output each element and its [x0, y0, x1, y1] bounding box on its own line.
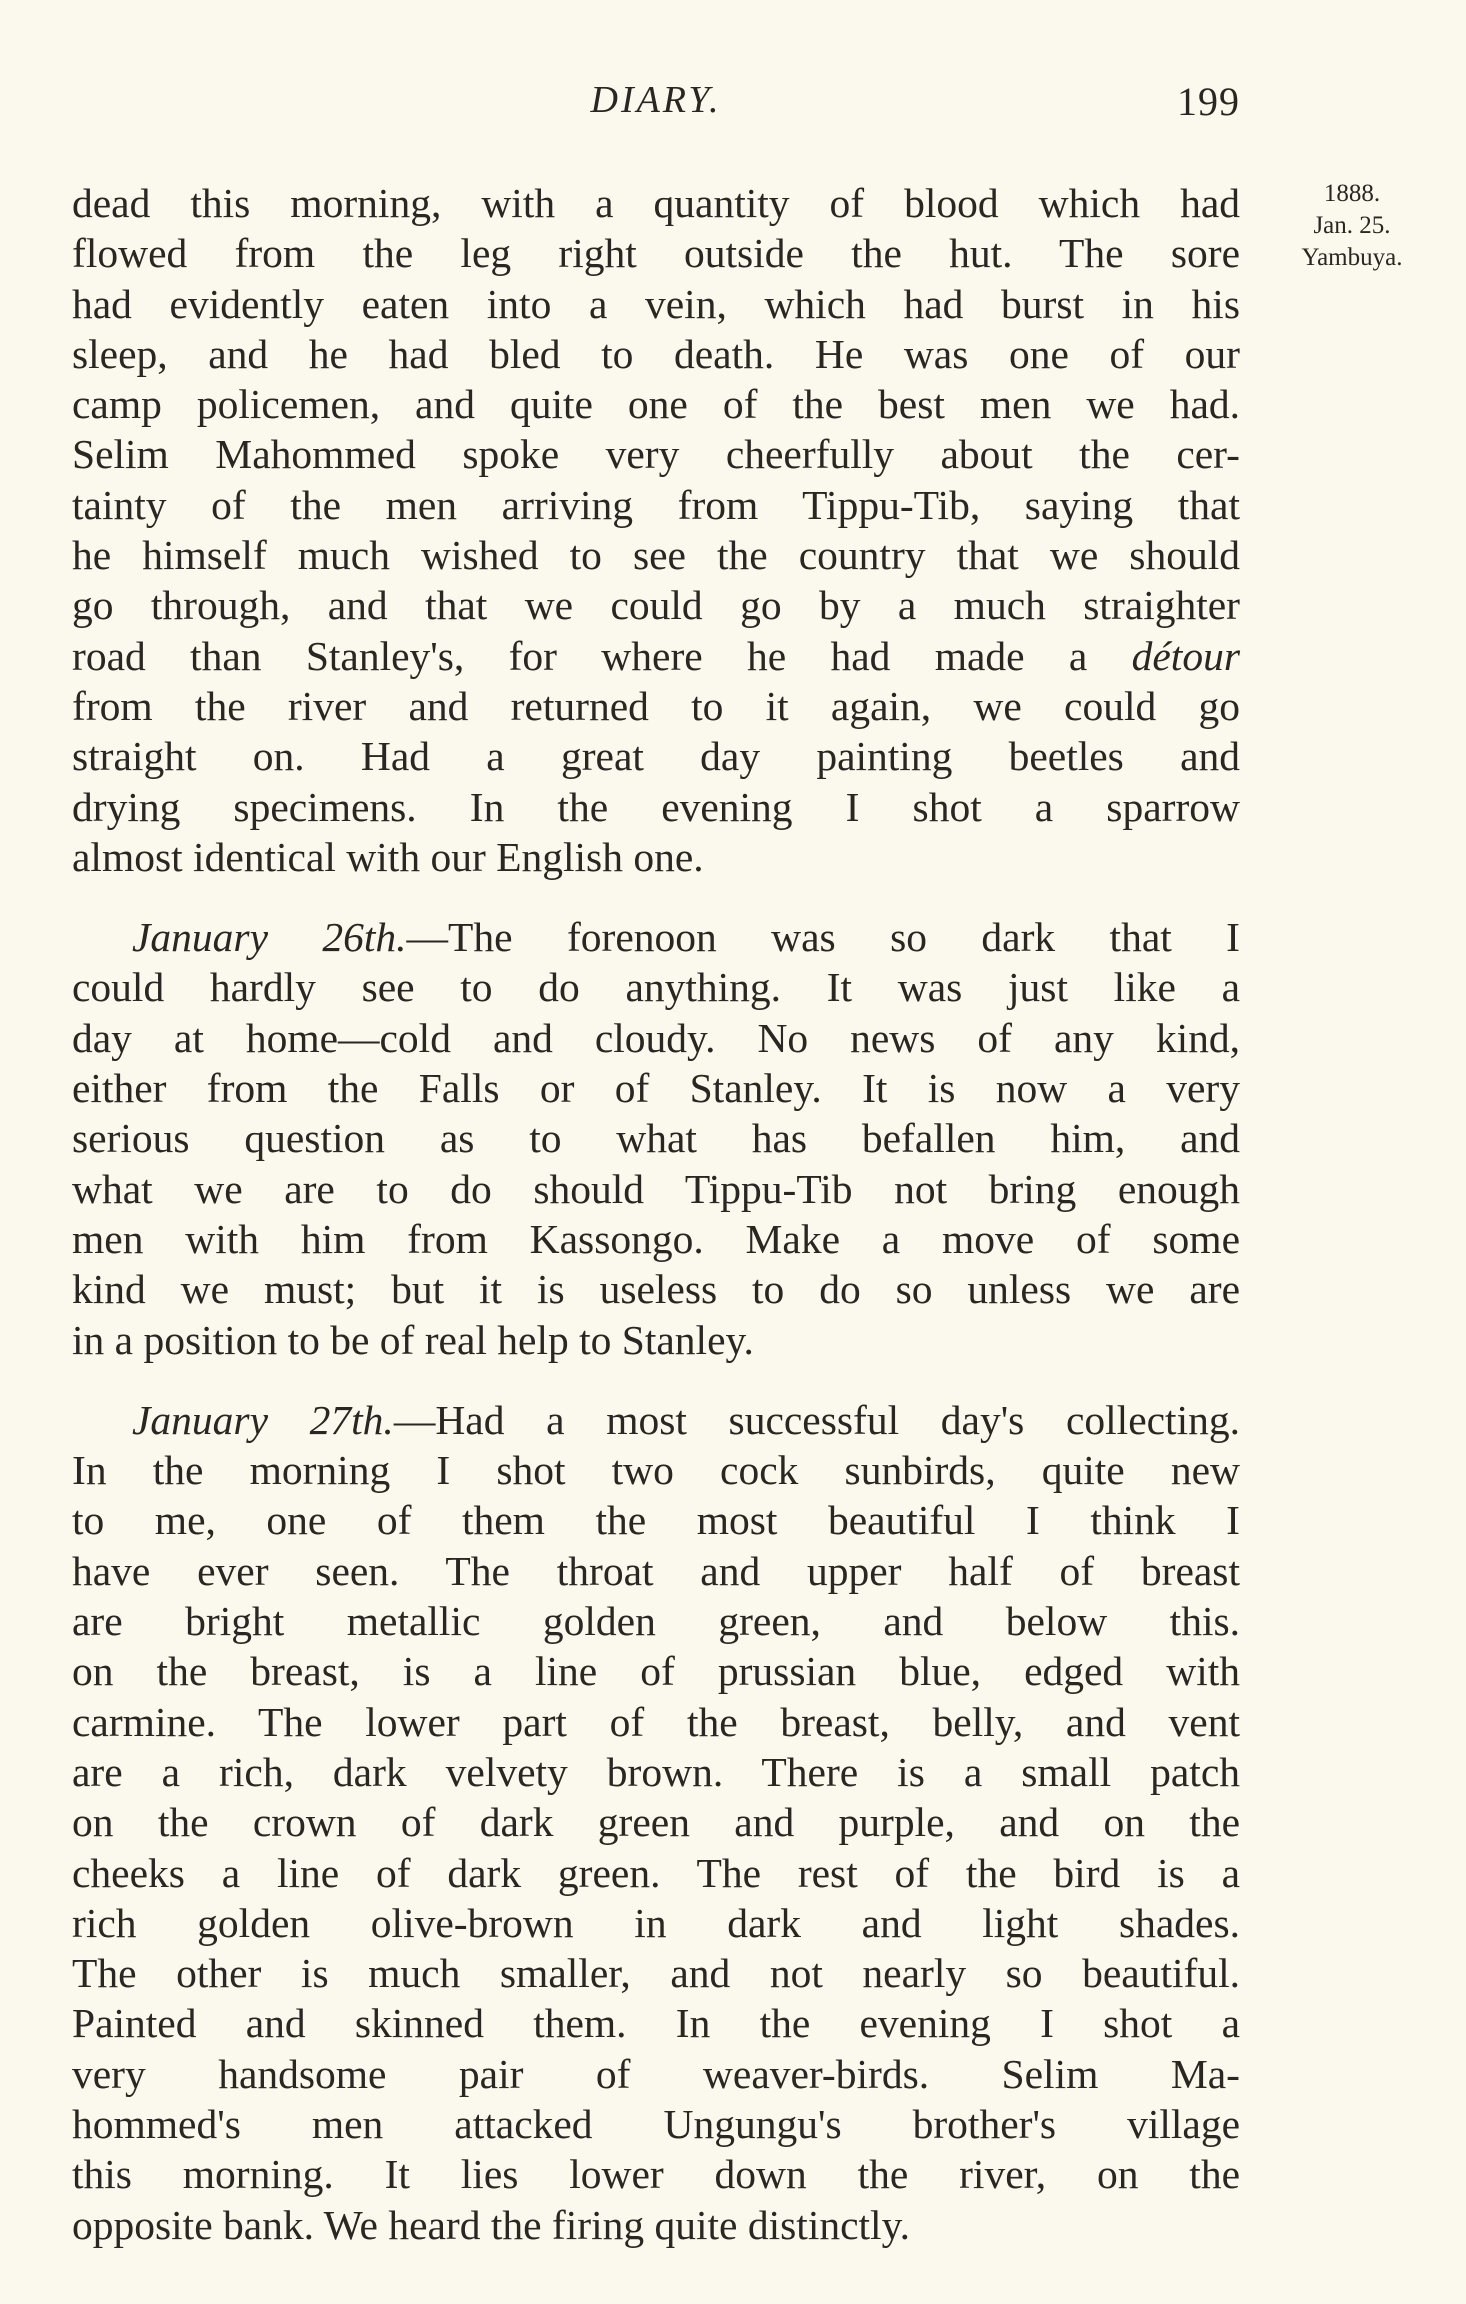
margin-note-year: 1888.: [1323, 180, 1381, 207]
text-line: from the river and returned to it again, we could go: [72, 682, 1240, 729]
text-line: day at home—cold and cloudy. No news of any kind,: [72, 1014, 1240, 1061]
text-line: straight on. Had a great day painting beetles and: [72, 733, 1240, 780]
text-line: what we are to do should Tippu-Tib not bring enough: [72, 1165, 1240, 1212]
paragraph-continuation: [72, 178, 1240, 882]
text-line: on the crown of dark green and purple, and on the: [72, 1799, 1240, 1846]
text-line: on the breast, is a line of prussian blue, edged with: [72, 1648, 1240, 1695]
text-line: flowed from the leg right outside the hut. The sore: [72, 230, 1240, 277]
text-line: men with him from Kassongo. Make a move of some: [72, 1215, 1240, 1262]
text-line: kind we must; but it is useless to do so unless we are: [72, 1266, 1240, 1313]
text-line: he himself much wished to see the country that we should: [72, 532, 1240, 579]
margin-note-date: Jan. 25.: [1313, 212, 1391, 239]
text-line: in a position to be of real help to Stanley.: [72, 1316, 754, 1363]
text-line: drying specimens. In the evening I shot a sparrow: [72, 783, 1240, 830]
text-line: very handsome pair of weaver-birds. Selim Ma-: [72, 2050, 1240, 2097]
margin-note: [1262, 178, 1442, 274]
text-line: hommed's men attacked Ungungu's brother's village: [72, 2100, 1240, 2147]
text-line: rich golden olive-brown in dark and light shades.: [72, 1899, 1240, 1946]
text-line: either from the Falls or of Stanley. It is now a very: [72, 1065, 1240, 1112]
text-line: have ever seen. The throat and upper half of breast: [72, 1547, 1240, 1594]
body-text: [72, 178, 1240, 2250]
text-line: dead this morning, with a quantity of blood which had: [72, 180, 1240, 226]
text-line: In the morning I shot two cock sunbirds, quite new: [72, 1447, 1240, 1494]
text-line: opposite bank. We heard the firing quite distinctly.: [72, 2201, 911, 2248]
text-line: to me, one of them the most beautiful I think I: [72, 1497, 1240, 1544]
text-line-with-italic: [72, 631, 1240, 681]
entry-date: January 27th.: [132, 1396, 394, 1443]
entry-first-line: [72, 1395, 1240, 1445]
text-line: almost identical with our English one.: [72, 833, 704, 880]
text-line: cheeks a line of dark green. The rest of the bird is a: [72, 1849, 1240, 1896]
text-fragment: —The forenoon was so dark that I: [406, 914, 1240, 961]
text-line: go through, and that we could go by a much straighter: [72, 582, 1240, 629]
text-line: The other is much smaller, and not nearly so beautiful.: [72, 1950, 1240, 1997]
text-line: are bright metallic golden green, and below this.: [72, 1598, 1240, 1645]
text-line: tainty of the men arriving from Tippu-Tib, saying that: [72, 481, 1240, 528]
text-line: Painted and skinned them. In the evening I shot a: [72, 2000, 1240, 2047]
running-head: [72, 78, 1240, 138]
page-number: 199: [1177, 79, 1240, 124]
margin-note-place: Yambuya.: [1301, 244, 1403, 271]
text-line: are a rich, dark velvety brown. There is a small patch: [72, 1748, 1240, 1795]
text-line: could hardly see to do anything. It was just like a: [72, 964, 1240, 1011]
entry-first-line: [72, 912, 1240, 962]
text-line: sleep, and he had bled to death. He was one of our: [72, 330, 1240, 377]
text-fragment: —Had a most successful day's collecting.: [393, 1396, 1240, 1443]
text-line: this morning. It lies lower down the river, on the: [72, 2151, 1240, 2198]
diary-entry-jan-26: [72, 912, 1240, 1365]
italic-word: détour: [1131, 632, 1240, 679]
entry-date: January 26th.: [132, 914, 407, 961]
running-title: DIARY.: [590, 79, 722, 121]
text-line: camp policemen, and quite one of the best men we had.: [72, 381, 1240, 428]
text-line: Selim Mahommed spoke very cheerfully about the cer-: [72, 431, 1240, 478]
text-line: had evidently eaten into a vein, which had burst in his: [72, 280, 1240, 327]
text-line: serious question as to what has befallen him, and: [72, 1115, 1240, 1162]
text-fragment: road than Stanley's, for where he had made a: [72, 632, 1088, 679]
text-line: carmine. The lower part of the breast, belly, and vent: [72, 1698, 1240, 1745]
diary-entry-jan-27: [72, 1395, 1240, 2250]
